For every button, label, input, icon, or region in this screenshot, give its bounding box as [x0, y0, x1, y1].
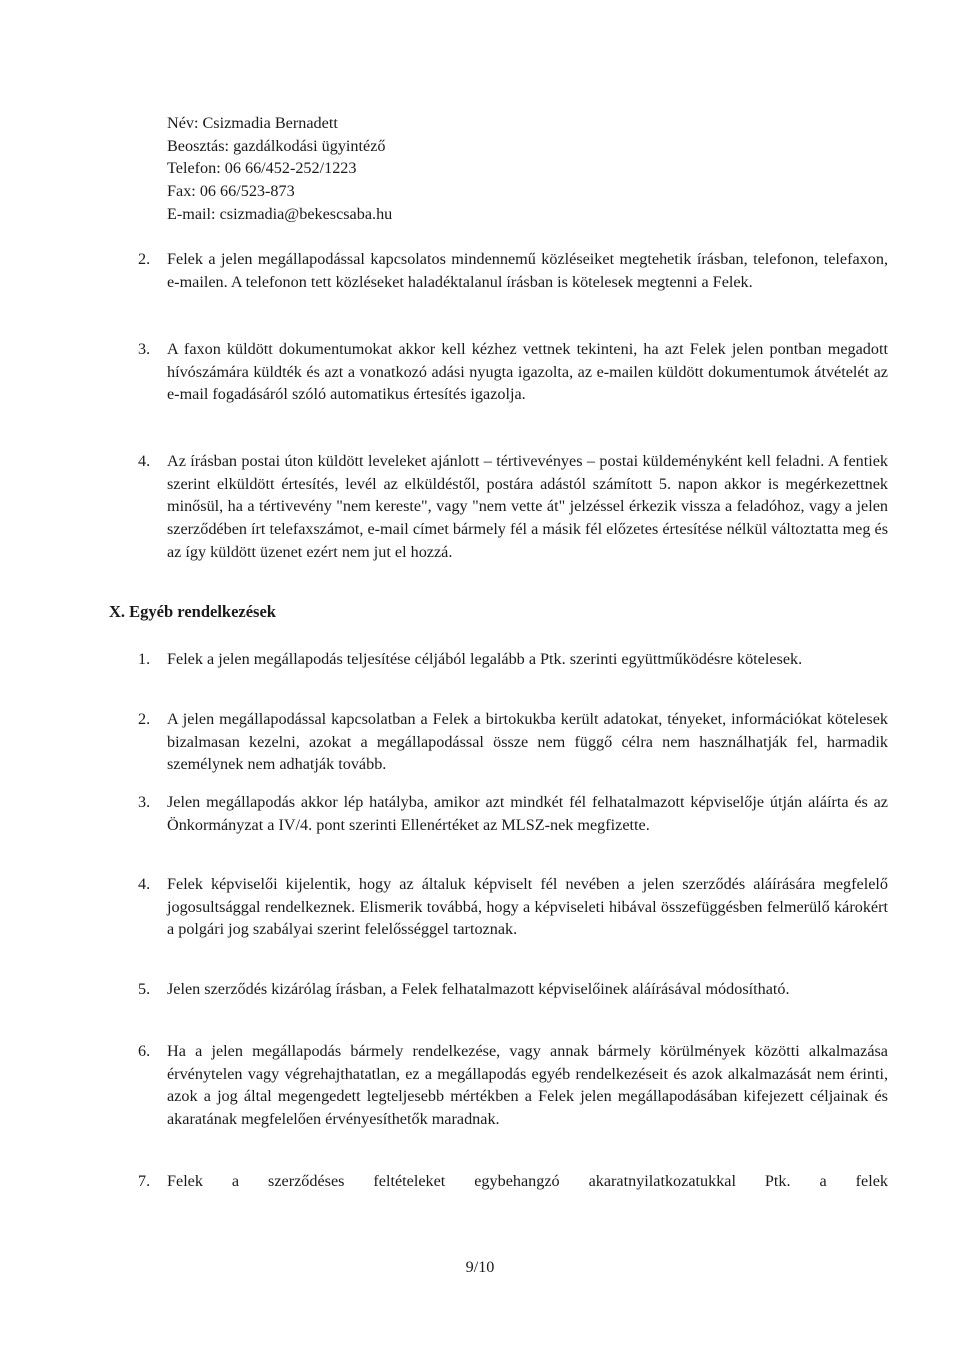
item-text: A faxon küldött dokumentumokat akkor kell kézhez vettnek tekinteni, ha azt Felek jelen pontban megadott hívószámára küldték és azt a vonatkozó adási nyugta igazolta, az e-mailen küldött dokumentumok átvételét az e-mail fogadásáról szóló automatikus értesítés igazolja.: [167, 340, 888, 404]
item-number: 2.: [138, 710, 151, 728]
item-number: 4.: [138, 452, 151, 470]
item-text: Az írásban postai úton küldött leveleket ajánlott – tértivevényes – postai küldeményként kell feladni. A fentiek szerint elküldött értesítés, levél az elküldéstől, postára adástól számított 5. napon akkor is megérkezettnek minősül, ha a tértivevény "nem kereste", vagy "nem vette át" jelzéssel érkezik vissza a feladóhoz, vagy a jelen szerződében írt telefaxszámot, e-mail címet bármely fél a másik fél előzetes értesítése nélkül változtatta meg és az így küldött üzenet ezért nem jut el hozzá.: [167, 452, 888, 561]
item-text: Ha a jelen megállapodás bármely rendelkezése, vagy annak bármely körülmények közötti alkalmazása érvénytelen vagy végrehajthatatlan, ez a megállapodás egyéb rendelkezéseit és azok alkalmazását nem érinti, azok a jog által megengedett legteljesebb mértékben a Felek jelen megállapodásában kifejezett céljainak és akaratának megfelelően érvényesíthetők maradnak.: [167, 1042, 888, 1129]
item-number: 4.: [138, 875, 151, 893]
item-text: Felek képviselői kijelentik, hogy az általuk képviselt fél nevében a jelen szerződés aláírására megfelelő jogosultsággal rendelkeznek. Elismerik továbbá, hogy a képviseleti hibával összefüggésben felmerülő károkért a polgári jog szabályai szerint felelősséggel tartoznak.: [167, 875, 888, 939]
list-item: [138, 873, 888, 941]
item-text: Jelen szerződés kizárólag írásban, a Felek felhatalmazott képviselőinek aláírásával módosítható.: [167, 980, 790, 998]
list-item: [138, 791, 888, 836]
item-text: Felek a jelen megállapodás teljesítése céljából legalább a Ptk. szerinti együttműködésre kötelesek.: [167, 650, 803, 668]
item-text: A jelen megállapodással kapcsolatban a Felek a birtokukba került adatokat, tényeket, információkat kötelesek bizalmasan kezelni, azokat a megállapodással össze nem függő célra nem használhatják fel, harmadik személynek nem adhatják tovább.: [167, 710, 888, 774]
item-number: 7.: [138, 1172, 151, 1190]
contact-phone: Telefon: 06 66/452-252/1223: [167, 159, 357, 178]
page-number: 9/10: [465, 1258, 495, 1276]
item-number: 6.: [138, 1042, 151, 1060]
contact-position: Beosztás: gazdálkodási ügyintéző: [167, 136, 386, 155]
list-item: [138, 978, 888, 1001]
item-number: 3.: [138, 793, 151, 811]
section-heading: X. Egyéb rendelkezések: [109, 602, 276, 621]
list-item: [138, 248, 888, 293]
contact-email: E-mail: csizmadia@bekescsaba.hu: [167, 204, 393, 223]
list-item: [138, 708, 888, 776]
item-text: Felek a szerződéses feltételeket egybehangzó akaratnyilatkozatukkal Ptk. a felek: [167, 1172, 888, 1190]
contact-block: [167, 112, 887, 226]
item-number: 3.: [138, 340, 151, 358]
list-item: [138, 648, 888, 671]
contact-name: Név: Csizmadia Bernadett: [167, 114, 338, 132]
list-item: [138, 338, 888, 406]
list-item: [138, 1170, 888, 1193]
item-text: Jelen megállapodás akkor lép hatályba, amikor azt mindkét fél felhatalmazott képviselője útján aláírta és az Önkormányzat a IV/4. pont szerinti Ellenértéket az MLSZ-nek megfizette.: [167, 793, 888, 834]
list-item: [138, 450, 888, 564]
item-number: 5.: [138, 980, 151, 998]
item-number: 2.: [138, 250, 151, 268]
list-item: [138, 1040, 888, 1131]
contact-fax: Fax: 06 66/523-873: [167, 182, 295, 201]
item-number: 1.: [138, 650, 151, 668]
item-text: Felek a jelen megállapodással kapcsolatos mindennemű közléseiket megtehetik írásban, telefonon, telefaxon, e-mailen. A telefonon tett közléseket haladéktalanul írásban is kötelesek megtenni a Felek.: [167, 250, 888, 291]
